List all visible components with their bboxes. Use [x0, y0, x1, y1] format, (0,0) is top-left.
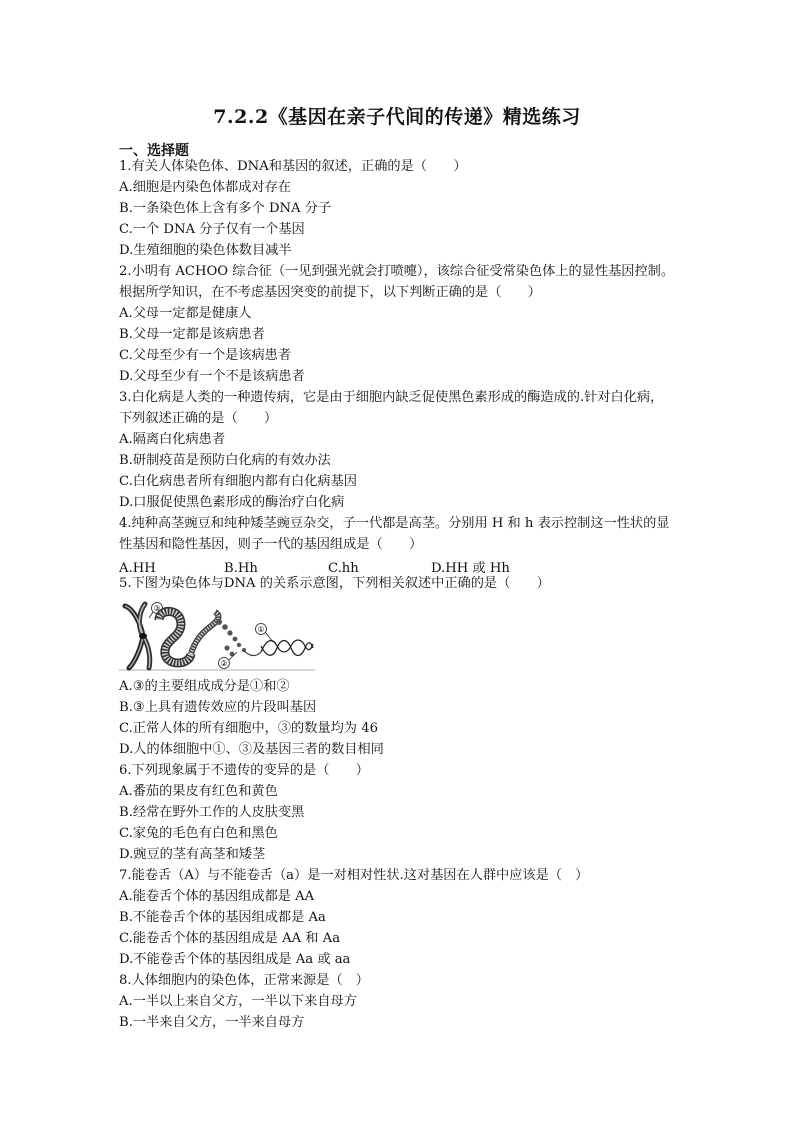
question-3-option-a: A.隔离白化病患者 [119, 432, 226, 447]
question-5-option-a: A.③的主要组成成分是①和② [119, 679, 290, 694]
question-7-option-c: C.能卷舌个体的基因组成是 AA 和 Aa [119, 931, 341, 946]
question-3-stem-line-1: 3.白化病是人类的一种遗传病，它是由于细胞内缺乏促使黑色素形成的酶造成的.针对白化病， [119, 390, 664, 405]
label-1: ① [257, 625, 265, 634]
question-1-option-b: B.一条染色体上含有多个 DNA 分子 [119, 201, 332, 216]
question-3-stem-line-2: 下列叙述正确的是（ ） [119, 411, 278, 426]
question-7-option-b: B.不能卷舌个体的基因组成都是 Aa [119, 910, 326, 925]
question-1-option-c: C.一个 DNA 分子仅有一个基因 [119, 222, 305, 237]
question-1-option-a: A.细胞是内染色体都成对存在 [119, 180, 291, 195]
question-2-option-c: C.父母至少有一个是该病患者 [119, 348, 292, 363]
question-4-options [119, 557, 510, 576]
question-2-option-b: B.父母一定都是该病患者 [119, 327, 265, 342]
question-5-option-d: D.人的体细胞中①、③及基因三者的数目相同 [119, 742, 384, 757]
question-1-option-d: D.生殖细胞的染色体数目减半 [119, 243, 292, 258]
question-6-option-a: A.番茄的果皮有红色和黄色 [119, 784, 278, 799]
question-6-option-d: D.豌豆的茎有高茎和矮茎 [119, 847, 266, 862]
question-5-option-c: C.正常人体的所有细胞中，③的数量均为 46 [119, 721, 378, 736]
question-3-option-c: C.白化病患者所有细胞内都有白化病基因 [119, 474, 357, 489]
chromosome-dna-diagram [119, 600, 315, 672]
question-8-stem: 8.人体细胞内的染色体，正常来源是（ ） [119, 973, 369, 988]
label-3: ③ [153, 604, 161, 613]
question-4-option-a: A.HH [119, 561, 156, 576]
question-6-option-c: C.家兔的毛色有白色和黑色 [119, 826, 278, 841]
page-title: 7.2.2《基因在亲子代间的传递》精选练习 [213, 106, 581, 128]
question-5-stem: 5.下图为染色体与DNA 的关系示意图，下列相关叙述中正确的是（ ） [119, 576, 550, 591]
question-4-option-c: C.hh [328, 561, 359, 576]
question-7-stem: 7.能卷舌（A）与不能卷舌（a）是一对相对性状.这对基因在人群中应该是（ ） [119, 868, 589, 883]
question-3-option-b: B.研制疫苗是预防白化病的有效办法 [119, 453, 331, 468]
question-8-option-a: A.一半以上来自父方，一半以下来自母方 [119, 994, 357, 1009]
question-1-stem: 1.有关人体染色体、DNA和基因的叙述，正确的是（ ） [119, 159, 467, 174]
question-3-option-d: D.口服促使黑色素形成的酶治疗白化病 [119, 495, 345, 510]
question-2-stem-line-1: 2.小明有 ACHOO 综合征（一见到强光就会打喷嚏），该综合征受常染色体上的显性基因控制。 [119, 264, 675, 279]
question-8-option-b: B.一半来自父方，一半来自母方 [119, 1015, 305, 1030]
question-6-stem: 6.下列现象属于不遗传的变异的是（ ） [119, 763, 369, 778]
question-2-option-a: A.父母一定都是健康人 [119, 306, 252, 321]
question-7-option-d: D.不能卷舌个体的基因组成是 Aa 或 aa [119, 952, 351, 967]
question-7-option-a: A.能卷舌个体的基因组成都是 AA [119, 889, 315, 904]
question-4-option-b: B.Hh [224, 561, 258, 576]
question-4-option-d: D.HH 或 Hh [431, 561, 510, 576]
question-6-option-b: B.经常在野外工作的人皮肤变黑 [119, 805, 305, 820]
question-2-stem-line-2: 根据所学知识，在不考虑基因突变的前提下，以下判断正确的是（ ） [119, 285, 541, 300]
question-4-stem-line-2: 性基因和隐性基因，则子一代的基因组成是（ ） [119, 537, 423, 552]
label-2: ② [220, 659, 228, 668]
question-5-option-b: B.③上具有遗传效应的片段叫基因 [119, 700, 317, 715]
section-heading: 一、选择题 [119, 143, 189, 159]
question-2-option-d: D.父母至少有一个不是该病患者 [119, 369, 305, 384]
question-4-stem-line-1: 4.纯种高茎豌豆和纯种矮茎豌豆杂交，子一代都是高茎。分别用 H 和 h 表示控制这一性状的显 [119, 516, 670, 531]
